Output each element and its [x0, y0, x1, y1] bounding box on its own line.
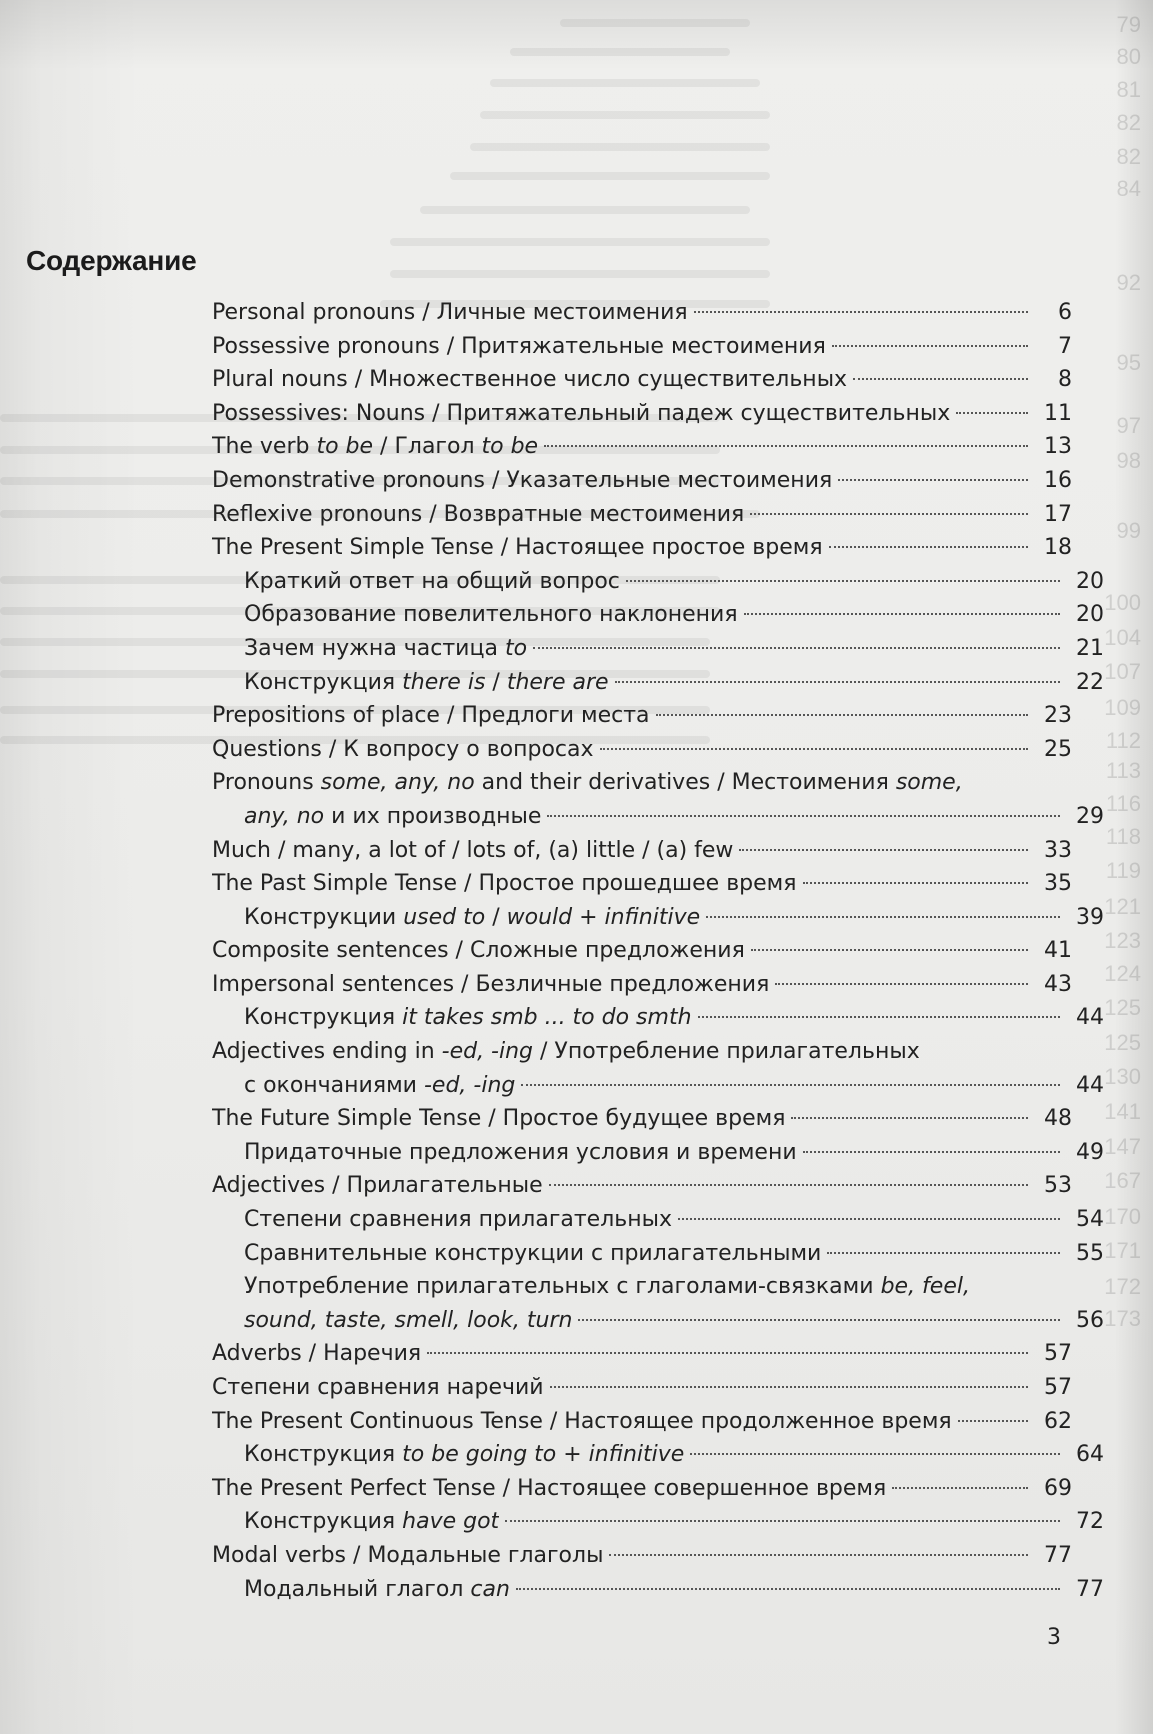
toc-page-number: 22: [1076, 669, 1104, 695]
toc-entry-short-answer: [212, 565, 1104, 599]
toc-text-part: some, any, no: [320, 770, 475, 796]
toc-text-part: Придаточные предложения условия и времени: [244, 1139, 797, 1165]
toc-entry-plural-nouns: [212, 363, 1072, 397]
page-right-shadow: [1115, 0, 1153, 1734]
toc-entry-text: [244, 1270, 970, 1304]
toc-continuation-line: [212, 1304, 1104, 1338]
toc-text-part: Composite sentences: [212, 938, 449, 964]
toc-entry-adjectives: [212, 1169, 1072, 1203]
toc-page-number: 23: [1044, 703, 1072, 729]
toc-entry-text: [212, 1371, 544, 1405]
toc-text-part: Demonstrative pronouns: [212, 467, 485, 493]
toc-page-number: 20: [1076, 568, 1104, 594]
bleedthrough-line: [390, 238, 770, 246]
page-title: Содержание: [26, 245, 197, 276]
toc-page-number: 48: [1044, 1106, 1072, 1132]
toc-text-part: /: [457, 871, 479, 897]
toc-text-part: to be going to + infinitive: [402, 1442, 685, 1468]
dot-leader: [838, 479, 1028, 481]
toc-text-part: Конструкция: [244, 669, 403, 695]
toc-line: [212, 1270, 1104, 1304]
toc-page-number: 77: [1076, 1576, 1104, 1602]
toc-text-part: Наречия: [323, 1341, 422, 1367]
toc-entry-text: [212, 867, 797, 901]
toc-page-number: 41: [1044, 938, 1072, 964]
toc-text-part: / Употребление прилагательных: [533, 1039, 920, 1065]
toc-text-part: there is: [402, 669, 486, 695]
dot-leader: [829, 546, 1028, 548]
toc-entry-there-is-there-are: [212, 666, 1104, 700]
toc-entry-text: [212, 330, 826, 364]
toc-page-number: 20: [1076, 602, 1104, 628]
toc-entry-text: [212, 1539, 603, 1573]
dot-leader: [694, 311, 1028, 313]
toc-text-part: Questions: [212, 736, 322, 762]
toc-entry-have-got: [212, 1505, 1104, 1539]
toc-entry-text: [244, 1438, 684, 1472]
toc-entry-text: [212, 934, 745, 968]
toc-text-part: Adjectives ending in: [212, 1039, 442, 1065]
toc-line: [212, 867, 1072, 901]
toc-entry-adjectives-link-verbs: [212, 1270, 1104, 1337]
toc-page-number: 43: [1044, 971, 1072, 997]
dot-leader: [578, 1319, 1060, 1321]
toc-text-part: Личные местоимения: [436, 300, 688, 325]
toc-continuation-line: [212, 1069, 1104, 1103]
toc-page-number: 33: [1044, 837, 1072, 863]
dot-leader: [892, 1487, 1028, 1489]
toc-text-part: /: [485, 669, 507, 695]
toc-text-part: Множественное число существительных: [369, 367, 848, 393]
dot-leader: [956, 412, 1028, 414]
dot-leader: [706, 916, 1060, 918]
dot-leader: [803, 1151, 1060, 1153]
toc-line: [212, 565, 1104, 599]
toc-entry-text: [244, 598, 738, 632]
toc-text-part: /: [542, 1408, 565, 1434]
bleedthrough-line: [470, 143, 770, 151]
toc-text-part: Употребление прилагательных с глаголами-связками: [244, 1274, 881, 1300]
toc-text-part: Сложные предложения: [469, 938, 745, 964]
dot-leader: [544, 445, 1028, 447]
dot-leader: [832, 345, 1028, 347]
dot-leader: [516, 1588, 1060, 1590]
toc-entry-text: [212, 430, 538, 464]
bleedthrough-line: [420, 206, 750, 214]
toc-text-part: Plural nouns: [212, 367, 348, 393]
toc-page-number: 7: [1058, 333, 1072, 359]
toc-entry-adjective-degrees: [212, 1203, 1104, 1237]
toc-line: [212, 1573, 1104, 1607]
toc-page-number: 77: [1044, 1542, 1072, 1568]
dot-leader: [505, 1520, 1060, 1522]
toc-text-part: /: [373, 434, 395, 460]
toc-text-part: -ed, -ing: [441, 1039, 534, 1065]
toc-line: [212, 1102, 1072, 1136]
toc-text-part: Конструкция: [244, 1005, 403, 1031]
toc-text-part: Простое прошедшее время: [478, 871, 797, 897]
toc-text-part: Возвратные местоимения: [443, 501, 745, 527]
toc-entry-to-be-going-to: [212, 1438, 1104, 1472]
toc-entry-text: [212, 834, 733, 868]
toc-page-number: 55: [1076, 1240, 1104, 1266]
toc-text-part: /: [493, 535, 516, 561]
toc-page-number: 72: [1076, 1509, 1104, 1535]
dot-leader: [750, 513, 1028, 515]
toc-entry-present-perfect-tense: [212, 1472, 1072, 1506]
toc-entry-text: [212, 1472, 886, 1506]
toc-line: [212, 1203, 1104, 1237]
dot-leader: [803, 882, 1029, 884]
toc-line: [212, 464, 1072, 498]
toc-entry-reflexive-pronouns: [212, 498, 1072, 532]
toc-text-part: -ed, -ing: [423, 1072, 516, 1098]
toc-text-part: Степени сравнения прилагательных: [244, 1207, 673, 1233]
toc-line: [212, 498, 1072, 532]
toc-entry-text: [244, 1237, 821, 1271]
toc-line: [212, 1035, 1072, 1069]
toc-entry-pronouns-some-any-no: [212, 766, 1104, 833]
dot-leader: [744, 613, 1060, 615]
dot-leader: [958, 1420, 1028, 1422]
toc-entry-future-simple-tense: [212, 1102, 1072, 1136]
bleedthrough-line: [390, 270, 770, 278]
toc-line: [212, 1438, 1104, 1472]
toc-text-part: /: [495, 1475, 518, 1501]
toc-text-part: Настоящее простое время: [515, 535, 823, 561]
toc-entry-text: [244, 1203, 672, 1237]
toc-page-number: 49: [1076, 1139, 1104, 1165]
toc-entry-comparative-constructions: [212, 1237, 1104, 1271]
toc-text-part: The Present Continuous Tense: [212, 1408, 543, 1434]
toc-line: [212, 397, 1072, 431]
toc-text-part: Possessive pronouns: [212, 333, 440, 359]
toc-page-number: 53: [1044, 1173, 1072, 1199]
toc-text-part: Настоящее совершенное время: [517, 1475, 887, 1501]
toc-entry-possessives-nouns: [212, 397, 1072, 431]
toc-text-part: Impersonal sentences: [212, 971, 455, 997]
toc-text-part: с окончаниями: [244, 1072, 424, 1098]
toc-text-part: Pronouns: [212, 770, 321, 796]
toc-page-number: 8: [1058, 367, 1072, 393]
toc-page-number: 57: [1044, 1375, 1072, 1400]
bleedthrough-line: [450, 172, 770, 180]
toc-entry-text: [212, 498, 744, 532]
toc-entry-conditional-time-clauses: [212, 1136, 1104, 1170]
toc-text-part: to: [504, 635, 528, 661]
toc-page-number: 18: [1044, 535, 1072, 561]
toc-entry-text: [244, 666, 609, 700]
toc-entry-adjectives-ed-ing: [212, 1035, 1104, 1102]
toc-text-part: Adverbs: [212, 1341, 302, 1367]
toc-page-number: 56: [1076, 1307, 1104, 1333]
toc-entry-text: [212, 968, 769, 1002]
toc-entry-text: [244, 901, 700, 935]
toc-line: [212, 598, 1104, 632]
toc-page-number: 17: [1044, 501, 1072, 527]
toc-page-number: 54: [1076, 1207, 1104, 1233]
toc-line: [212, 363, 1072, 397]
toc-entry-past-simple-tense: [212, 867, 1072, 901]
toc-line: [212, 430, 1072, 464]
toc-text-part: be, feel,: [880, 1274, 970, 1300]
dot-leader: [427, 1352, 1028, 1354]
toc-text-part: Глагол: [394, 434, 482, 460]
toc-line: [212, 834, 1072, 868]
toc-line: [212, 1472, 1072, 1506]
toc-entry-personal-pronouns: [212, 296, 1072, 330]
toc-text-part: Притяжательный падеж существительных: [446, 400, 951, 426]
toc-line: [212, 1169, 1072, 1203]
toc-text-part: Степени сравнения наречий: [212, 1375, 544, 1400]
toc-entry-adverb-degrees: [212, 1371, 1072, 1405]
toc-text-part: Personal pronouns: [212, 300, 416, 325]
toc-entry-text: [212, 363, 847, 397]
toc-line: [212, 733, 1072, 767]
toc-text-part: Краткий ответ на общий вопрос: [244, 568, 620, 594]
toc-entry-text: [212, 397, 950, 431]
toc-line: [212, 666, 1104, 700]
toc-text-part: /: [425, 400, 447, 426]
dot-leader: [533, 647, 1060, 649]
toc-page-number: 21: [1076, 635, 1104, 661]
toc-entry-used-to-would: [212, 901, 1104, 935]
toc-page-number: 44: [1076, 1072, 1104, 1098]
toc-text-part: Сравнительные конструкции с прилагательными: [244, 1240, 822, 1266]
toc-text-part: Конструкция: [244, 1442, 403, 1468]
dot-leader: [521, 1084, 1060, 1086]
toc-text-part: /: [422, 501, 444, 527]
toc-entry-impersonal-sentences: [212, 968, 1072, 1002]
toc-text-part: it takes smb ... to do smth: [402, 1005, 692, 1031]
toc-text-part: /: [439, 703, 462, 729]
toc-entry-text: [244, 565, 620, 599]
toc-text-part: /: [481, 1106, 503, 1132]
toc-line: [212, 901, 1104, 935]
toc-text-part: Указательные местоимения: [506, 467, 833, 493]
toc-line: [212, 1405, 1072, 1439]
toc-page-number: 11: [1044, 400, 1072, 426]
toc-text-part: The Present Perfect Tense: [212, 1475, 496, 1501]
toc-text-part: Безличные предложения: [475, 971, 770, 997]
toc-text-part: have got: [402, 1509, 500, 1535]
toc-text-part: would + infinitive: [506, 904, 701, 930]
toc-entry-text: [244, 1573, 510, 1607]
toc-text-part: Предлоги места: [461, 703, 650, 729]
toc-text-part: Possessives: Nouns: [212, 400, 426, 426]
toc-text-part: /: [484, 467, 507, 493]
toc-line: [212, 934, 1072, 968]
toc-text-part: /: [301, 1341, 324, 1367]
toc-text-part: The Present Simple Tense: [212, 535, 494, 561]
toc-text-part: К вопросу о вопросах: [343, 736, 594, 762]
toc-text-part: Prepositions of place: [212, 703, 440, 729]
toc-line: [212, 1505, 1104, 1539]
dot-leader: [678, 1218, 1060, 1220]
toc-entry-text: [212, 733, 594, 767]
table-of-contents: [212, 296, 1104, 1606]
toc-text-part: Образование повелительного наклонения: [244, 602, 738, 628]
toc-entry-text: [244, 1136, 797, 1170]
toc-entry-text: [212, 296, 688, 330]
toc-entry-text: [212, 1405, 952, 1439]
toc-page-number: 69: [1044, 1475, 1072, 1501]
toc-page-number: 13: [1044, 434, 1072, 460]
toc-entry-verb-to-be: [212, 430, 1072, 464]
toc-entry-present-simple-tense: [212, 531, 1072, 565]
toc-entry-text: [212, 1169, 543, 1203]
toc-line: [212, 330, 1072, 364]
dot-leader: [615, 681, 1060, 683]
toc-text-part: /: [415, 300, 437, 325]
toc-text-part: Adjectives: [212, 1173, 326, 1199]
toc-page-number: 16: [1044, 467, 1072, 493]
toc-entry-particle-to: [212, 632, 1104, 666]
toc-entry-text: [212, 464, 832, 498]
toc-entry-present-continuous-tense: [212, 1405, 1072, 1439]
toc-entry-text: [244, 1505, 499, 1539]
toc-text-part: any, no: [244, 803, 325, 829]
dot-leader: [609, 1554, 1028, 1556]
dot-leader: [600, 748, 1028, 750]
dot-leader: [739, 849, 1028, 851]
toc-line: [212, 1237, 1104, 1271]
toc-line: [212, 1136, 1104, 1170]
toc-entry-questions: [212, 733, 1072, 767]
dot-leader: [547, 815, 1060, 817]
dot-leader: [698, 1016, 1060, 1018]
page-top-shadow: [0, 0, 1153, 70]
toc-text-part: Конструкции: [244, 904, 404, 930]
toc-page-number: 64: [1076, 1442, 1104, 1468]
toc-entry-text: [212, 1102, 785, 1136]
toc-line: [212, 766, 1072, 800]
toc-entry-continuation-text: [244, 1304, 572, 1338]
toc-entry-possessive-pronouns: [212, 330, 1072, 364]
dot-leader: [550, 1386, 1028, 1388]
toc-text-part: /: [439, 333, 462, 359]
toc-text-part: Зачем нужна частица: [244, 635, 505, 661]
toc-text-part: Прилагательные: [346, 1173, 543, 1199]
toc-page-number: 25: [1044, 736, 1072, 762]
toc-entry-prepositions-of-place: [212, 699, 1072, 733]
toc-text-part: to be: [481, 434, 539, 460]
toc-text-part: Настоящее продолженное время: [564, 1408, 952, 1434]
toc-text-part: there are: [506, 669, 609, 695]
toc-text-part: /: [485, 904, 507, 930]
toc-text-part: /: [321, 736, 344, 762]
dot-leader: [853, 378, 1028, 380]
toc-text-part: The Future Simple Tense: [212, 1106, 482, 1132]
toc-text-part: Простое будущее время: [502, 1106, 786, 1132]
toc-line: [212, 1337, 1072, 1371]
toc-text-part: The Past Simple Tense: [212, 871, 458, 897]
toc-entry-continuation-text: [244, 1069, 515, 1103]
toc-page-number: 62: [1044, 1408, 1072, 1434]
toc-text-part: can: [470, 1576, 510, 1602]
toc-text-part: /: [448, 938, 470, 964]
toc-entry-modal-verbs: [212, 1539, 1072, 1573]
toc-text-part: /: [347, 367, 370, 393]
toc-text-part: Reflexive pronouns: [212, 501, 423, 527]
toc-entry-text: [244, 1001, 692, 1035]
dot-leader: [656, 714, 1028, 716]
toc-line: [212, 531, 1072, 565]
toc-page-number: 29: [1076, 803, 1104, 829]
dot-leader: [791, 1117, 1028, 1119]
toc-line: [212, 296, 1072, 330]
dot-leader: [549, 1184, 1028, 1186]
toc-page-number: 57: [1044, 1341, 1072, 1367]
toc-entry-continuation-text: [244, 800, 541, 834]
toc-text-part: to be: [316, 434, 374, 460]
toc-entry-adverbs: [212, 1337, 1072, 1371]
dot-leader: [690, 1453, 1060, 1455]
toc-text-part: used to: [403, 904, 486, 930]
toc-line: [212, 699, 1072, 733]
toc-text-part: Притяжательные местоимения: [461, 333, 826, 359]
toc-text-part: Модальные глаголы: [367, 1542, 604, 1568]
toc-entry-demonstrative-pronouns: [212, 464, 1072, 498]
page-number: 3: [1047, 1625, 1061, 1650]
toc-text-part: Модальный глагол: [244, 1576, 471, 1602]
toc-text-part: и их производные: [324, 803, 542, 829]
toc-page-number: 44: [1076, 1005, 1104, 1031]
toc-entry-much-many: [212, 834, 1072, 868]
toc-continuation-line: [212, 800, 1104, 834]
toc-entry-text: [212, 1337, 421, 1371]
toc-text-part: sound, taste, smell, look, turn: [244, 1307, 573, 1333]
toc-entry-imperative-formation: [212, 598, 1104, 632]
toc-text-part: Modal verbs: [212, 1542, 347, 1568]
toc-line: [212, 1371, 1072, 1405]
toc-page-number: 39: [1076, 904, 1104, 930]
toc-entry-composite-sentences: [212, 934, 1072, 968]
toc-entry-it-takes-smb: [212, 1001, 1104, 1035]
toc-line: [212, 968, 1072, 1002]
toc-entry-text: [212, 766, 963, 800]
bleedthrough-line: [480, 111, 770, 119]
toc-entry-text: [212, 699, 650, 733]
toc-text-part: /: [346, 1542, 368, 1568]
toc-text-part: The verb: [212, 434, 317, 460]
toc-page-number: 35: [1044, 871, 1072, 897]
toc-entry-modal-can: [212, 1573, 1104, 1607]
dot-leader: [827, 1252, 1060, 1254]
toc-entry-text: [212, 531, 823, 565]
dot-leader: [626, 580, 1060, 582]
toc-text-part: /: [454, 971, 476, 997]
dot-leader: [751, 949, 1028, 951]
toc-text-part: Конструкция: [244, 1509, 403, 1535]
toc-text-part: /: [325, 1173, 347, 1199]
dot-leader: [775, 983, 1028, 985]
toc-text-part: and their derivatives / Местоимения: [474, 770, 896, 796]
toc-text-part: some,: [895, 770, 963, 796]
toc-line: [212, 632, 1104, 666]
toc-entry-text: [212, 1035, 920, 1069]
toc-entry-text: [244, 632, 527, 666]
toc-line: [212, 1001, 1104, 1035]
bleedthrough-line: [490, 79, 760, 87]
toc-page-number: 6: [1058, 300, 1072, 325]
toc-line: [212, 1539, 1072, 1573]
toc-text-part: Much / many, a lot of / lots of, (a) little / (a) few: [212, 837, 734, 863]
